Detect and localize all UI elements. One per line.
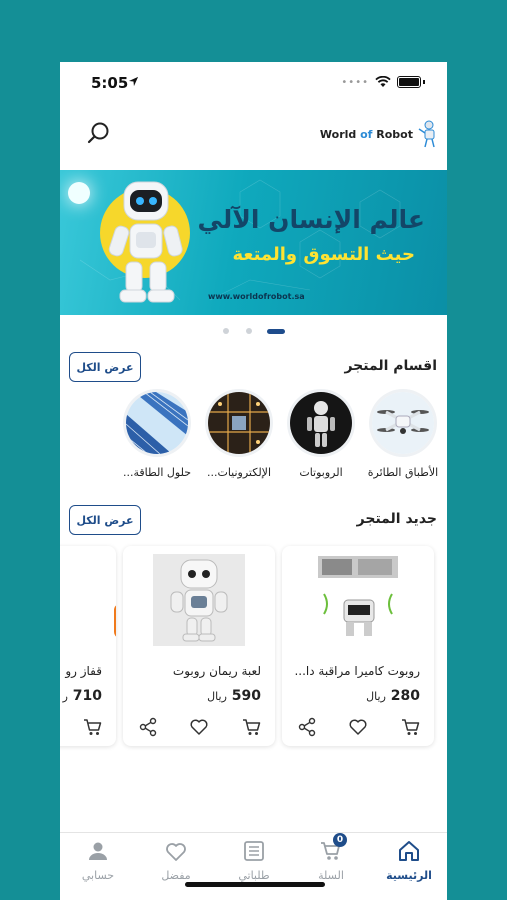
category-label: الروبوتات [299,466,343,479]
banner-title: عالم الإنسان الآلي [197,205,425,234]
product-image-camera-robot [312,554,404,646]
tab-home[interactable] [374,839,444,882]
add-to-cart-icon[interactable] [400,716,422,738]
tab-cart-label: السلة [318,869,344,882]
app-logo[interactable] [320,120,439,148]
promo-banner[interactable] [60,170,447,315]
category-electronics[interactable] [198,390,280,479]
share-icon[interactable] [296,716,318,738]
product-card[interactable] [282,546,434,746]
tab-favorites[interactable] [141,839,211,882]
categories-header [60,352,447,382]
wifi-icon [375,76,391,88]
product-actions [282,714,434,740]
product-actions [60,714,116,740]
new-products-view-all-button[interactable]: عرض الكل [69,505,141,535]
add-to-cart-icon[interactable] [82,716,104,738]
categories-title: اقسام المتجر [344,358,437,374]
search-icon[interactable] [86,120,112,146]
white-robot-illustration [106,180,186,310]
home-icon [397,839,421,863]
product-price: 280 ريال [366,688,420,704]
tab-orders[interactable] [219,839,289,882]
pager-dot-2[interactable] [246,328,252,334]
add-to-cart-icon[interactable] [241,716,263,738]
tab-orders-label: طلباتي [238,869,270,882]
solar-panel-icon [126,392,188,454]
status-icons [341,76,425,88]
logo-text: World of Robot [319,127,413,141]
category-label: الأطباق الطائرة [367,466,439,479]
new-products-header [60,505,447,535]
category-energy[interactable] [116,390,198,479]
home-indicator [185,882,325,887]
product-card[interactable] [123,546,275,746]
battery-icon [397,76,421,88]
banner-light [68,182,90,204]
tab-favorites-label: مفضل [161,869,191,882]
banner-subtitle: حيث التسوق والمتعة [232,244,415,265]
phone-screen [60,62,447,900]
categories-view-all-button[interactable]: عرض الكل [69,352,141,382]
tab-account-label: حسابي [81,869,115,882]
categories-list [60,390,447,490]
battery-cap [423,80,425,84]
robot-icon [290,392,352,454]
pager-dot-3-active[interactable] [267,329,285,334]
product-card[interactable] [60,546,116,746]
bottom-tab-bar [60,832,447,900]
new-products-list [60,546,447,751]
pager-dot-1[interactable] [223,328,229,334]
product-name: روبوت كاميرا مراقبة دا... [294,664,420,678]
category-drones[interactable] [362,390,444,479]
product-name: قفاز رو [65,664,102,678]
user-icon [86,839,110,863]
heart-icon [164,839,188,863]
location-arrow-icon [128,76,139,87]
favorite-heart-icon[interactable] [188,716,210,738]
tab-home-label: الرئيسية [386,869,432,882]
orders-list-icon [242,839,266,863]
banner-url: www.worldofrobot.sa [208,292,305,301]
app-header [60,102,447,171]
tab-cart[interactable] [296,835,366,882]
product-actions [123,714,275,740]
category-label: حلول الطاقة... [122,466,192,479]
banner-pager[interactable] [60,325,447,337]
product-name: لعبة ريمان روبوت [172,664,261,678]
product-price: 590 ريال [207,688,261,704]
product-image-glove [84,554,116,646]
circuit-icon [208,392,270,454]
favorite-heart-icon[interactable] [347,716,369,738]
share-icon[interactable] [137,716,159,738]
product-price: 710 ر [62,688,102,704]
drone-icon [372,392,434,454]
status-time: 5:05 [91,74,129,92]
robot-logo-icon [417,120,439,148]
tab-account[interactable] [63,839,133,882]
category-robots[interactable] [280,390,362,479]
status-bar [60,62,447,102]
category-label: الإلكترونيات... [206,466,272,479]
new-products-title: جديد المتجر [356,511,437,527]
cart-count-badge: 0 [333,833,347,847]
product-image-dancing-robot [153,554,245,646]
signal-dots-icon: •••• [341,76,369,88]
